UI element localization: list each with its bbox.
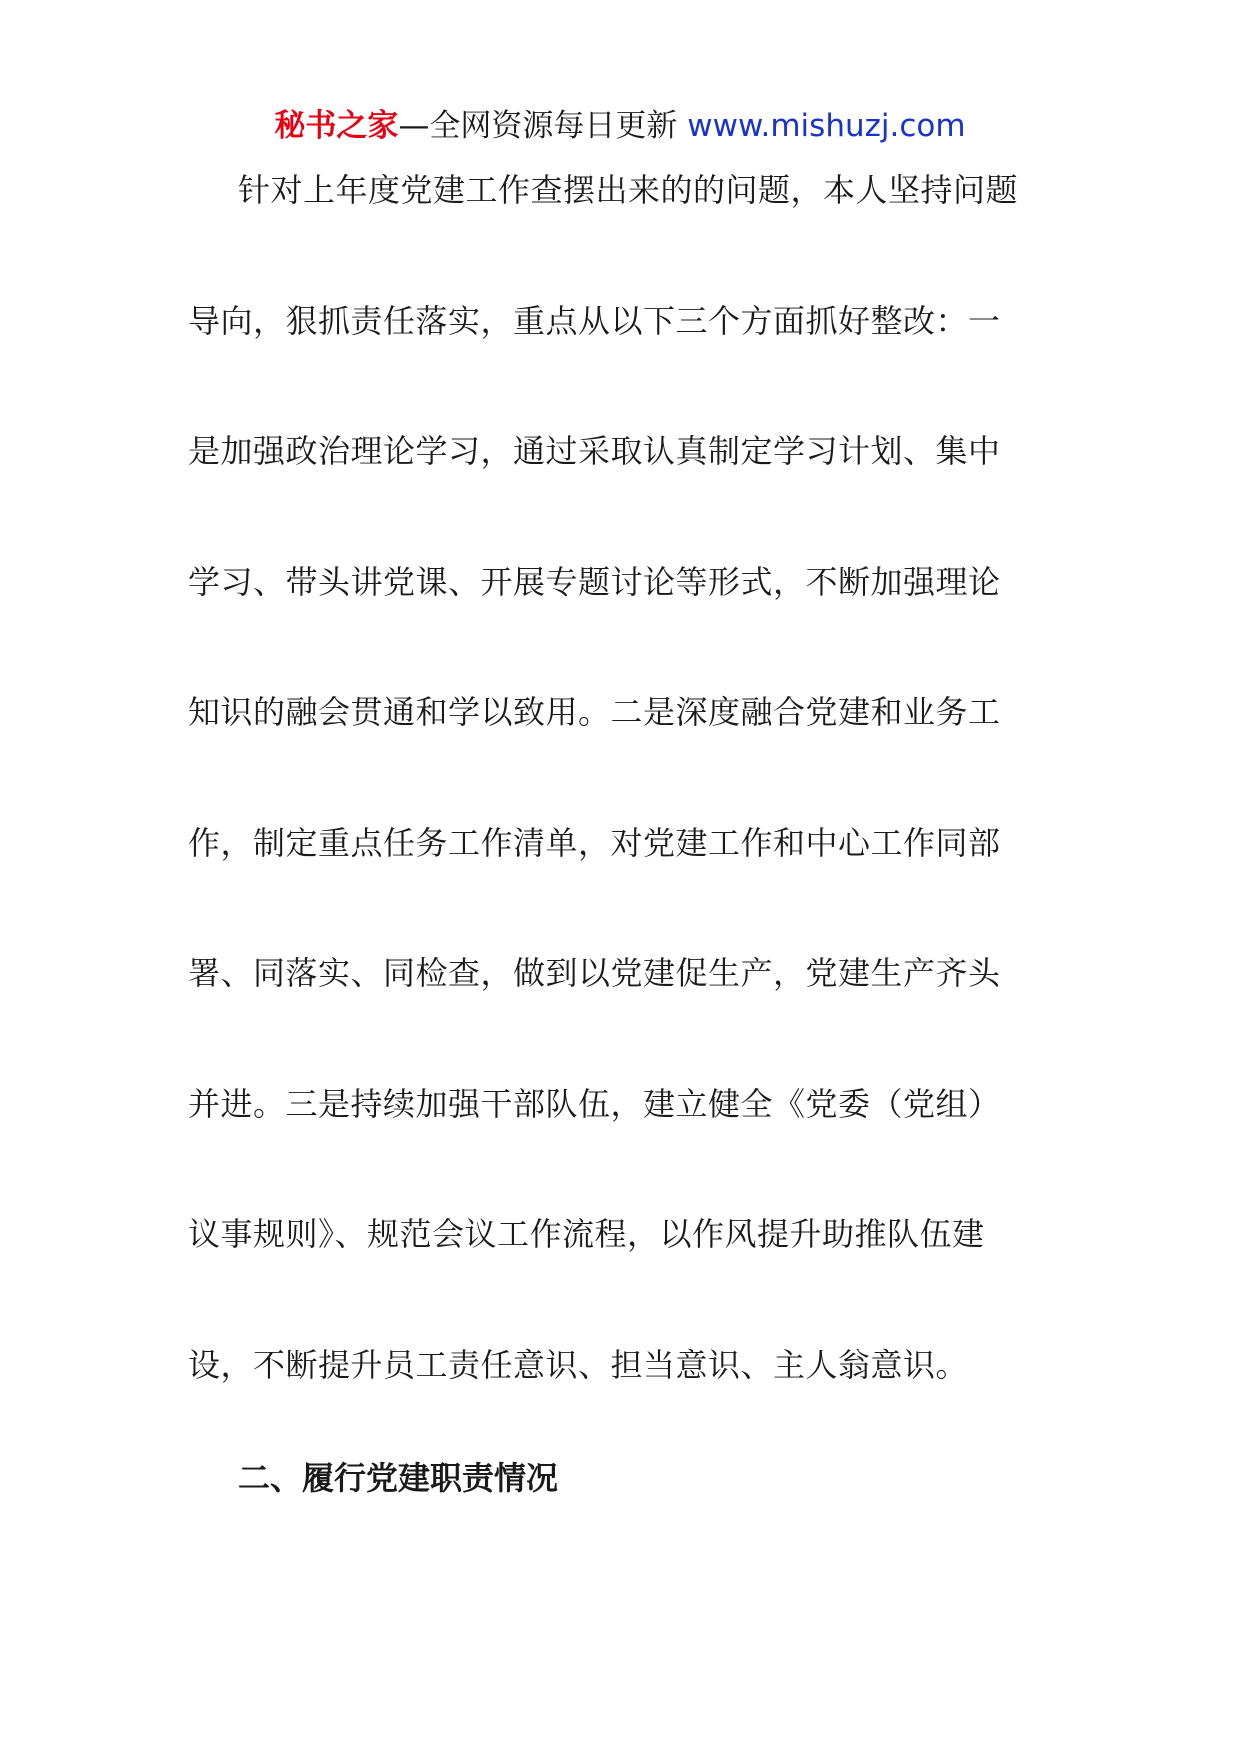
paragraph-line: 针对上年度党建工作查摆出来的的问题，本人坚持问题: [238, 171, 1019, 209]
paragraph-line: 知识的融会贯通和学以致用。二是深度融合党建和业务工: [188, 693, 1001, 731]
paragraph-line: 署、同落实、同检查，做到以党建促生产，党建生产齐头: [188, 954, 1001, 992]
site-tagline: —全网资源每日更新: [398, 108, 688, 144]
site-url-link[interactable]: www.mishuzj.com: [687, 108, 966, 144]
paragraph-line: 并进。三是持续加强干部队伍，建立健全《党委（党组）: [188, 1084, 1001, 1123]
paragraph-line: 是加强政治理论学习，通过采取认真制定学习计划、集中: [188, 432, 1001, 470]
section-heading: 二、履行党建职责情况: [238, 1459, 559, 1497]
paragraph-line: 作，制定重点任务工作清单，对党建工作和中心工作同部: [188, 823, 1001, 862]
paragraph-line: 议事规则》、规范会议工作流程，以作风提升助推队伍建: [188, 1215, 985, 1253]
site-brand: 秘书之家: [274, 108, 399, 144]
site-header: [0, 98, 1240, 154]
paragraph-line: 设，不断提升员工责任意识、担当意识、主人翁意识。: [188, 1345, 969, 1384]
body-paragraph: [188, 162, 1068, 1467]
paragraph-line: 导向，狠抓责任落实，重点从以下三个方面抓好整改：一: [188, 301, 1001, 340]
paragraph-line: 学习、带头讲党课、开展专题讨论等形式，不断加强理论: [188, 562, 1001, 601]
